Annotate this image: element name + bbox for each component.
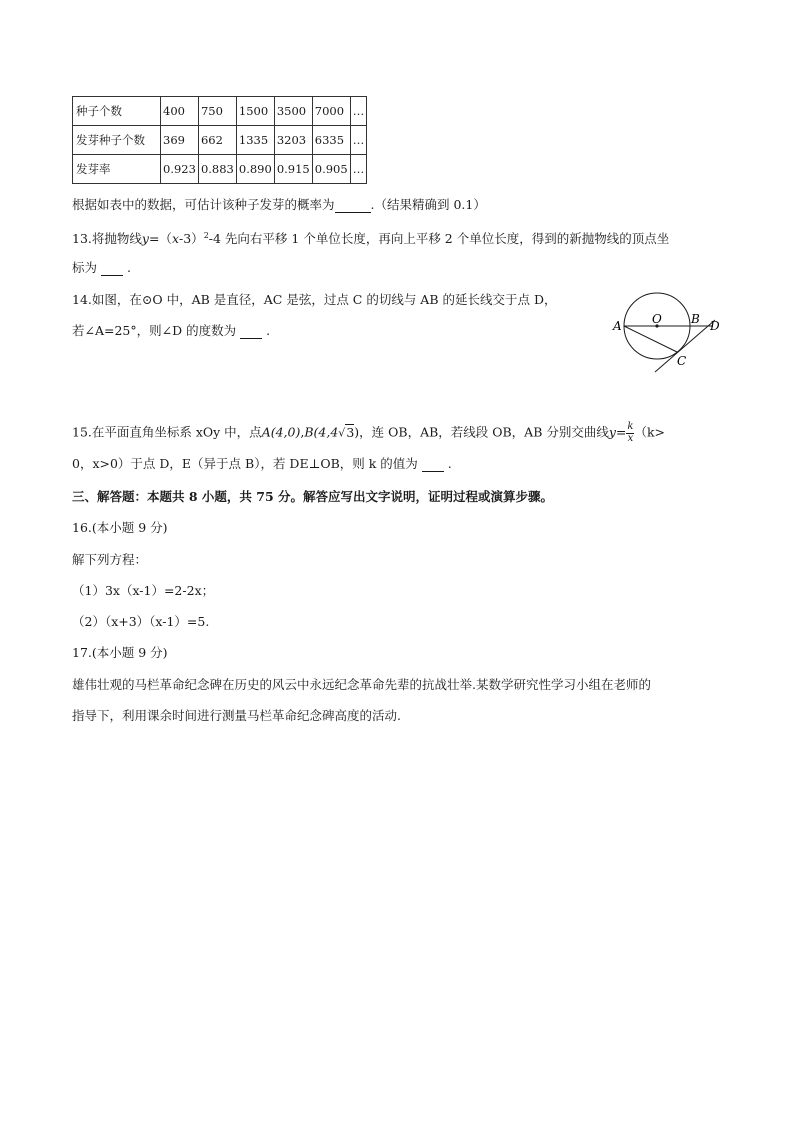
- table-cell: 发芽种子个数: [73, 126, 161, 155]
- q12-text-b: .（结果精确到 0.1）: [370, 197, 486, 212]
- q15-text-c: （k>: [634, 424, 666, 440]
- table-cell: 662: [198, 126, 236, 155]
- q12-text: [72, 199, 486, 213]
- table-cell: 1500: [236, 97, 274, 126]
- section-heading: 三、解答题：本题共 8 小题，共 75 分。解答应写出文字说明，证明过程或演算步骤。: [72, 489, 554, 504]
- table-cell: 0.890: [236, 155, 274, 184]
- table-cell: …: [350, 126, 367, 155]
- q13-var-x: x: [171, 231, 179, 247]
- table-cell: 750: [198, 97, 236, 126]
- q17-line2: 指导下，利用课余时间进行测量马栏革命纪念碑高度的活动.: [72, 708, 401, 723]
- table-cell: 1335: [236, 126, 274, 155]
- table-cell: 0.883: [198, 155, 236, 184]
- table-cell: 3203: [274, 126, 312, 155]
- table-cell: 0.915: [274, 155, 312, 184]
- table-row: [73, 97, 367, 126]
- table-cell: 发芽率: [73, 155, 161, 184]
- q16-prompt: 解下列方程：: [72, 552, 148, 567]
- table-row: [73, 126, 367, 155]
- q16-eq2: （2）（x+3）（x-1）=5.: [72, 614, 210, 629]
- table-cell: …: [350, 97, 367, 126]
- q13-eq-b: -3）: [179, 231, 204, 247]
- q14-line1: 14.如图，在⊙O 中，AB 是直径，AC 是弦，过点 C 的切线与 AB 的延长线交于点 D，: [72, 292, 557, 307]
- q12-text-a: 根据如表中的数据，可估计该种子发芽的概率为: [72, 197, 335, 212]
- label-o: O: [652, 312, 662, 326]
- label-c: C: [677, 354, 687, 368]
- table-cell: 3500: [274, 97, 312, 126]
- q13-line2-text: 标为: [72, 260, 98, 275]
- answer-blank: [335, 199, 371, 213]
- q15-close: ): [354, 424, 360, 440]
- q13-line1: [72, 232, 669, 246]
- q15-point-b: B(4,4: [304, 424, 339, 440]
- q15-line2-text: 0，x>0）于点 D，E（异于点 B），若 DE⊥OB，则 k 的值为: [72, 456, 418, 471]
- answer-blank: [240, 325, 262, 339]
- label-d: D: [710, 319, 720, 333]
- table-cell: 400: [161, 97, 199, 126]
- q14-line2-text: 若∠A=25°，则∠D 的度数为: [72, 323, 237, 338]
- answer-blank: [101, 262, 123, 276]
- q15-frac-num: k: [627, 421, 634, 432]
- q13-line2: 标为 .: [72, 260, 131, 275]
- q15-curve-y: y=: [608, 424, 627, 440]
- answer-blank: [422, 458, 444, 472]
- table-cell: 6335: [312, 126, 350, 155]
- q15-text-b: ，连 OB，AB，若线段 OB，AB 分别交曲线: [359, 424, 609, 440]
- q14-line2: 若∠A=25°，则∠D 的度数为 .: [72, 323, 271, 338]
- table-cell: 0.923: [161, 155, 199, 184]
- q16-title: 16.(本小题 9 分): [72, 520, 168, 535]
- table-cell: 种子个数: [73, 97, 161, 126]
- q15-line1: 15.在平面直角坐标系 xOy 中，点A(4,0),B(4,4√3)，连 OB，AB，若线段 OB，AB 分别交曲线y= $\frac{k}{x}$ （k>: [72, 421, 666, 444]
- q15-line2: 0，x>0）于点 D，E（异于点 B），若 DE⊥OB，则 k 的值为 .: [72, 456, 452, 471]
- q17-title: 17.(本小题 9 分): [72, 645, 168, 660]
- q15-frac-den: x: [627, 432, 634, 444]
- table-cell: 0.905: [312, 155, 350, 184]
- table-row: [73, 155, 367, 184]
- q13-exponent: 2: [203, 231, 209, 240]
- germination-table: [72, 96, 367, 184]
- table-cell: 369: [161, 126, 199, 155]
- q13-eq-a: =（: [148, 231, 172, 247]
- q15-text-a: 15.在平面直角坐标系 xOy 中，点: [72, 424, 262, 440]
- circle-diagram: [605, 286, 735, 376]
- q15-point-a: A(4,0): [261, 424, 301, 440]
- q13-text-b: -4 先向右平移 1 个单位长度，再向上平移 2 个单位长度，得到的新抛物线的顶点坐: [208, 231, 670, 247]
- q15-sqrt: 3: [346, 424, 355, 440]
- q17-line1: 雄伟壮观的马栏革命纪念碑在历史的风云中永远纪念革命先辈的抗战壮举.某数学研究性学习小组在老师的: [72, 677, 651, 692]
- q13-var-y: y: [141, 231, 149, 247]
- table-cell: 7000: [312, 97, 350, 126]
- label-a: A: [613, 319, 622, 333]
- q13-text-a: 13.将抛物线: [72, 231, 142, 247]
- table-cell: …: [350, 155, 367, 184]
- label-b: B: [691, 312, 700, 326]
- q16-eq1: （1）3x（x-1）=2-2x；: [72, 583, 215, 598]
